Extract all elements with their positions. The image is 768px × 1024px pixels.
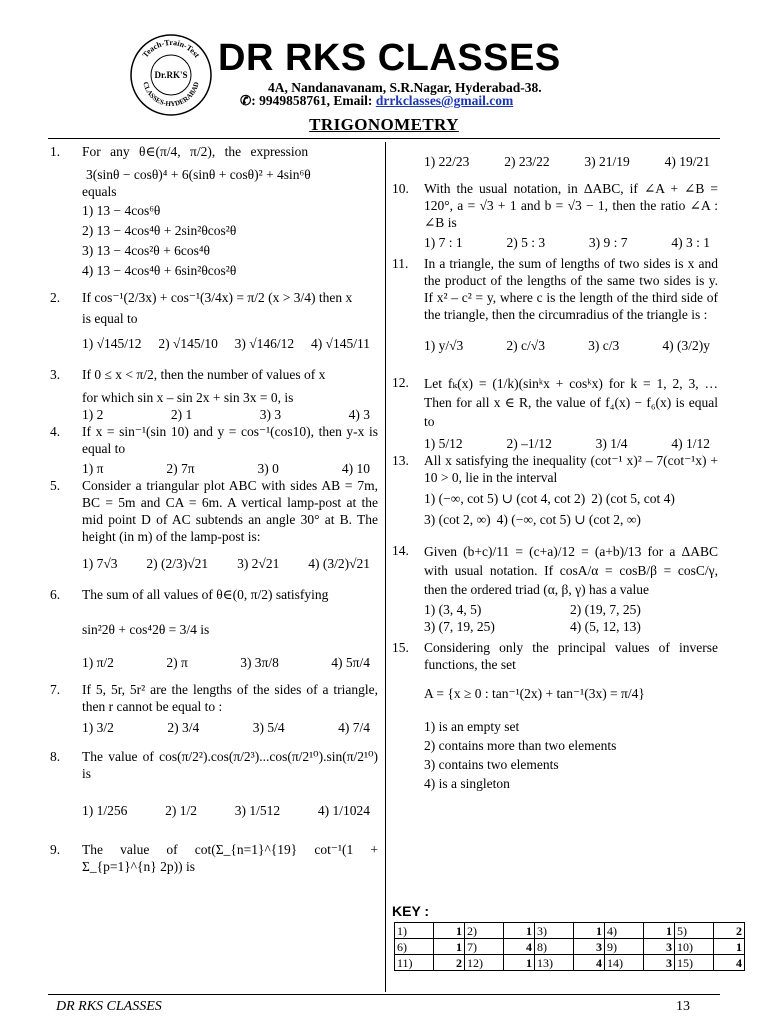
q14-opt-4: 4) (5, 12, 13) <box>570 619 641 634</box>
question-5: 5. Consider a triangular plot ABC with sides AB = 7m, BC = 5m and CA = 6m. A vertical lamp-post at the mid point D of AC subtends an angle 30° at B. The height (in m) of the lamp-post is: 1) 7√3 2) (2/3)√21 3) 2√21 4) (3/2)√21 <box>50 478 378 571</box>
top-rule <box>48 138 720 139</box>
q14-stem: Given (b+c)/11 = (c+a)/12 = (a+b)/13 for a ΔABC with usual notation. If cosA/α = cosB/β = cosC/γ, then the ordered triad (α, β, γ) has a value <box>424 544 718 597</box>
q3-opt-2: 2) 1 <box>170 407 193 422</box>
q3-stem: If 0 ≤ x < π/2, then the number of values of x <box>82 367 326 382</box>
q1-expr: 3(sinθ − cosθ)⁴ + 6(sinθ + cosθ)² + 4sin⁶θ <box>86 167 311 182</box>
q6-expr: sin²2θ + cos⁴2θ = 3/4 is <box>82 622 210 637</box>
q8-opt-4: 4) 1/1024 <box>317 803 370 818</box>
q4-opt-2: 2) 7π <box>166 461 195 476</box>
q9-stem: The value of cot(Σ_{n=1}^{19} cot⁻¹(1 + Σ_{p=1}^{n} 2p)) is <box>82 842 378 874</box>
svg-text:CLASSES-HYDERABAD: CLASSES-HYDERABAD <box>141 81 201 109</box>
question-15: 15. Considering only the principal values of inverse functions, the set A = {x ≥ 0 : tan⁻¹(2x) + tan⁻¹(3x) = π/4} 1) is an empty set 2) contains more than two elements 3) contains two elements 4) is a singleton <box>392 640 718 791</box>
q4-opt-1: 1) π <box>82 461 104 476</box>
q9-options <box>392 143 718 170</box>
question-4: 4. If x = sin⁻¹(sin 10) and y = cos⁻¹(cos10), then y-x is equal to 1) π 2) 7π 3) 0 4) 10 <box>50 424 378 476</box>
q1-opt-2: 2) 13 − 4cos⁴θ + 2sin²θcos²θ <box>82 223 237 238</box>
q5-opt-4: 4) (3/2)√21 <box>308 556 370 571</box>
q12-opt-4: 4) 1/12 <box>671 436 710 451</box>
q15-opt-1: 1) is an empty set <box>424 719 520 734</box>
q13-opt-3: 3) (cot 2, ∞) <box>424 512 491 527</box>
page-number: 13 <box>676 999 690 1014</box>
q2-stem: If cos⁻¹(2/3x) + cos⁻¹(3/4x) = π/2 (x > 3/4) then x <box>82 290 353 305</box>
q1-opt-4: 4) 13 − 4cos⁴θ + 6sin²θcos²θ <box>82 263 237 278</box>
q8-opt-1: 1) 1/256 <box>82 803 128 818</box>
q6-stem: The sum of all values of θ∈(0, π/2) satisfying <box>82 587 329 602</box>
q11-opt-4: 4) (3/2)y <box>662 338 710 353</box>
q13-opt-4: 4) (−∞, cot 5) ∪ (cot 2, ∞) <box>496 512 641 527</box>
key-title: KEY : <box>392 903 430 919</box>
q8-opt-2: 2) 1/2 <box>165 803 197 818</box>
question-2: 2. If cos⁻¹(2/3x) + cos⁻¹(3/4x) = π/2 (x > 3/4) then x is equal to 1) √145/12 2) √145/10 3) √146/12 4) √145/11 <box>50 289 378 352</box>
page-topic: TRIGONOMETRY <box>309 115 459 134</box>
q9-opt-1: 1) 22/23 <box>424 154 470 169</box>
question-3: 3. If 0 ≤ x < π/2, then the number of values of x for which sin x – sin 2x + sin 3x = 0, is 1) 2 2) 1 3) 3 4) 3 <box>50 366 378 423</box>
q2-opt-4: 4) √145/11 <box>310 336 370 351</box>
key-row: 6) 1 7) 4 8) 3 9) 3 10) 1 <box>395 939 745 955</box>
q2-opt-3: 3) √146/12 <box>234 336 295 351</box>
q4-opt-3: 3) 0 <box>257 461 279 476</box>
q5-opt-2: 2) (2/3)√21 <box>146 556 209 571</box>
q7-opt-3: 3) 5/4 <box>252 720 285 735</box>
question-7: 7. If 5, 5r, 5r² are the lengths of the sides of a triangle, then r cannot be equal to : 1) 3/2 2) 3/4 3) 5/4 4) 7/4 <box>50 682 378 735</box>
q10-opt-3: 3) 9 : 7 <box>588 235 628 250</box>
q14-opt-3: 3) (7, 19, 25) <box>424 619 495 634</box>
phone: ✆: 9949858761, Email: <box>240 93 376 108</box>
q10-opt-1: 1) 7 : 1 <box>424 235 463 250</box>
q5-stem: Consider a triangular plot ABC with sides AB = 7m, BC = 5m and CA = 6m. A vertical lamp-post at the mid point D of AC subtends an angle 30° at B. The height (in m) of the lamp-post is: <box>82 478 378 544</box>
answer-key-table <box>394 922 745 971</box>
q12-stem: Let fₖ(x) = (1/k)(sinᵏx + cosᵏx) for k = 1, 2, 3, … Then for all x ∈ R, the value of f₄(x) − f₆(x) is equal to <box>424 376 718 429</box>
q1-tail: equals <box>82 184 117 199</box>
q7-stem: If 5, 5r, 5r² are the lengths of the sides of a triangle, then r cannot be equal to : <box>82 682 378 714</box>
q3-opt-4: 4) 3 <box>348 407 370 422</box>
q1-opt-3: 3) 13 − 4cos²θ + 6cos⁴θ <box>82 243 211 258</box>
bottom-rule <box>48 994 720 995</box>
key-row: 11) 2 12) 1 13) 4 14) 3 15) 4 <box>395 955 745 971</box>
q9-opt-3: 3) 21/19 <box>584 154 630 169</box>
q1-opt-1: 1) 13 − 4cos⁶θ <box>82 203 161 218</box>
q1-stem: For any θ∈(π/4, π/2), the expression <box>82 144 309 159</box>
q15-expr: A = {x ≥ 0 : tan⁻¹(2x) + tan⁻¹(3x) = π/4} <box>424 686 645 701</box>
q6-opt-1: 1) π/2 <box>82 655 114 670</box>
q6-opt-4: 4) 5π/4 <box>331 655 370 670</box>
question-1: 1. For any θ∈(π/4, π/2), the expression 3(sinθ − cosθ)⁴ + 6(sinθ + cosθ)² + 4sin⁶θ equals 1) 13 − 4cos⁶θ 2) 13 − 4cos⁴θ + 2sin²θcos²θ 3) 13 − 4cos²θ + 6cos⁴θ 4) 13 − 4cos⁴θ + 6sin²θcos²θ <box>50 143 378 279</box>
q5-opt-1: 1) 7√3 <box>82 556 118 571</box>
left-column <box>50 143 378 875</box>
q3-opt-3: 3) 3 <box>259 407 282 422</box>
q15-opt-4: 4) is a singleton <box>424 776 510 791</box>
q4-opt-4: 4) 10 <box>341 461 370 476</box>
q2-opt-1: 1) √145/12 <box>82 336 142 351</box>
q6-opt-3: 3) 3π/8 <box>240 655 279 670</box>
q8-stem: The value of cos(π/2²).cos(π/2³)...cos(π/2¹⁰).sin(π/2¹⁰) is <box>82 749 378 781</box>
question-13: 13. All x satisfying the inequality (cot⁻¹ x)² – 7(cot⁻¹x) + 10 > 0, lie in the interval 1) (−∞, cot 5) ∪ (cot 4, cot 2) 2) (cot 5, cot 4) 3) (cot 2, ∞) 4) (−∞, cot 5) ∪ (cot 2, ∞) <box>392 453 718 527</box>
address: 4A, Nandanavanam, S.R.Nagar, Hyderabad-38. <box>268 80 542 95</box>
q7-opt-4: 4) 7/4 <box>338 720 370 735</box>
q7-opt-2: 2) 3/4 <box>167 720 200 735</box>
q11-stem: In a triangle, the sum of lengths of two sides is x and the product of the lengths of the same two sides is y. If x² – c² = y, where c is the length of the third side of the triangle, then the circumradius of the triangle is : <box>424 256 718 322</box>
q13-opt-2: 2) (cot 5, cot 4) <box>591 491 675 506</box>
question-8: 8. The value of cos(π/2²).cos(π/2³)...cos(π/2¹⁰).sin(π/2¹⁰) is 1) 1/256 2) 1/2 3) 1/512 4) 1/1024 <box>50 749 378 818</box>
q15-opt-3: 3) contains two elements <box>424 757 559 772</box>
q13-opt-1: 1) (−∞, cot 5) ∪ (cot 4, cot 2) <box>424 491 586 506</box>
svg-text:Dr.RK'S: Dr.RK'S <box>154 70 188 80</box>
q15-stem: Considering only the principal values of inverse functions, the set <box>424 640 718 672</box>
q3-opt-1: 1) 2 <box>82 407 104 422</box>
q14-opt-2: 2) (19, 7, 25) <box>570 602 641 617</box>
question-11: 11. In a triangle, the sum of lengths of two sides is x and the product of the lengths of the same two sides is y. If x² – c² = y, where c is the length of the third side of the triangle, then the circumradius of the triangle is : 1) y/√3 2) c/√3 3) c/3 4) (3/2)y <box>392 256 718 353</box>
q12-opt-3: 3) 1/4 <box>595 436 628 451</box>
email-link[interactable]: drrkclasses@gmail.com <box>375 93 514 108</box>
q10-opt-2: 2) 5 : 3 <box>506 235 546 250</box>
key-row: 1) 1 2) 1 3) 1 4) 1 5) 2 <box>395 923 745 939</box>
q13-stem: All x satisfying the inequality (cot⁻¹ x)² – 7(cot⁻¹x) + 10 > 0, lie in the interval <box>424 453 718 485</box>
column-divider <box>385 142 386 992</box>
svg-text:Teach-Train-Test: Teach-Train-Test <box>140 37 202 60</box>
question-10: 10. With the usual notation, in ΔABC, if ∠A + ∠B = 120°, a = √3 + 1 and b = √3 − 1, then the ratio ∠A : ∠B is 1) 7 : 1 2) 5 : 3 3) 9 : 7 4) 3 : 1 <box>392 181 718 250</box>
q5-opt-3: 3) 2√21 <box>237 556 280 571</box>
q11-opt-2: 2) c/√3 <box>506 338 545 353</box>
q4-stem: If x = sin⁻¹(sin 10) and y = cos⁻¹(cos10), then y-x is equal to <box>82 424 378 456</box>
q7-opt-1: 1) 3/2 <box>82 720 114 735</box>
q2-opt-2: 2) √145/10 <box>158 336 218 351</box>
question-6: 6. The sum of all values of θ∈(0, π/2) satisfying sin²2θ + cos⁴2θ = 3/4 is 1) π/2 2) π 3) 3π/8 4) 5π/4 <box>50 586 378 671</box>
footer-brand: DR RKS CLASSES <box>56 999 162 1014</box>
q14-opt-1: 1) (3, 4, 5) <box>424 602 482 617</box>
q10-opt-4: 4) 3 : 1 <box>671 235 710 250</box>
right-column <box>392 143 718 792</box>
contact-line <box>240 93 513 108</box>
q15-opt-2: 2) contains more than two elements <box>424 738 617 753</box>
q11-opt-1: 1) y/√3 <box>424 338 464 353</box>
q12-opt-1: 1) 5/12 <box>424 436 463 451</box>
q8-opt-3: 3) 1/512 <box>234 803 281 818</box>
q9-opt-4: 4) 19/21 <box>664 154 710 169</box>
logo-seal <box>128 32 214 118</box>
q9-opt-2: 2) 23/22 <box>504 154 550 169</box>
q12-opt-2: 2) –1/12 <box>506 436 552 451</box>
q3-line2: for which sin x – sin 2x + sin 3x = 0, is <box>82 390 294 405</box>
q10-stem: With the usual notation, in ΔABC, if ∠A + ∠B = 120°, a = √3 + 1 and b = √3 − 1, then the ratio ∠A : ∠B is <box>424 181 718 230</box>
brand-title: DR RKS CLASSES <box>218 37 561 79</box>
q6-opt-2: 2) π <box>166 655 188 670</box>
question-9: 9. The value of cot(Σ_{n=1}^{19} cot⁻¹(1 + Σ_{p=1}^{n} 2p)) is <box>50 842 378 874</box>
question-14: 14. Given (b+c)/11 = (c+a)/12 = (a+b)/13 for a ΔABC with usual notation. If cosA/α = cosB/β = cosC/γ, then the ordered triad (α, β, γ) has a value 1) (3, 4, 5) 2) (19, 7, 25) 3) (7, 19, 25) 4) (5, 12, 13) <box>392 543 718 634</box>
q2-tail: is equal to <box>82 311 138 326</box>
question-12: 12. Let fₖ(x) = (1/k)(sinᵏx + cosᵏx) for k = 1, 2, 3, … Then for all x ∈ R, the value of f₄(x) − f₆(x) is equal to 1) 5/12 2) –1/12 3) 1/4 4) 1/12 <box>392 375 718 451</box>
q11-opt-3: 3) c/3 <box>588 338 620 353</box>
